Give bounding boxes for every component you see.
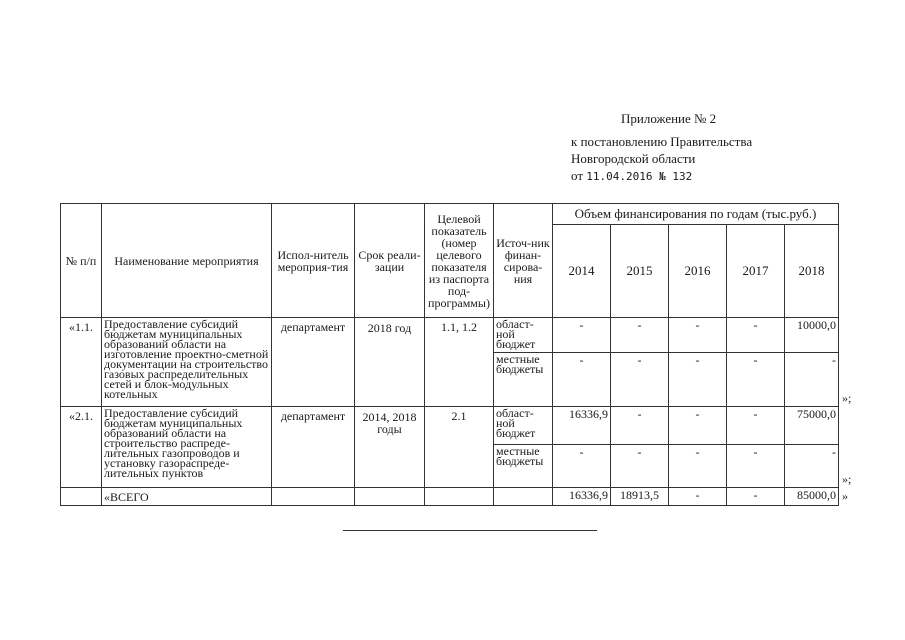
year-header: 2016 [669, 225, 727, 318]
indicator: 2.1 [425, 407, 494, 488]
total-label: «ВСЕГО [102, 488, 272, 506]
total-value: 85000,0 [785, 488, 839, 506]
value-cell: - [727, 353, 785, 407]
term: 2018 год [355, 318, 425, 407]
value-cell: 10000,0 [785, 318, 839, 353]
event-name: Предоставление субсидий бюджетам муниципальных образований области на строительство распреде-лительных газопроводов и установку газораспреде-лительных пунктов [102, 407, 272, 488]
footer-divider [343, 530, 597, 531]
value-cell: 16336,9 [553, 407, 611, 445]
total-value: - [669, 488, 727, 506]
col-header-term: Срок реали-зации [355, 204, 425, 318]
row-number: «1.1. [61, 318, 102, 407]
value-cell: - [553, 353, 611, 407]
value-cell: - [727, 445, 785, 488]
value-cell: - [785, 445, 839, 488]
col-header-executor: Испол-нитель мероприя-тия [272, 204, 355, 318]
source-regional: област-ной бюджет [494, 407, 553, 445]
executor: департамент [272, 318, 355, 407]
col-header-funding: Объем финансирования по годам (тыс.руб.) [553, 204, 839, 225]
total-value: 16336,9 [553, 488, 611, 506]
funding-table [60, 203, 869, 506]
appendix-title: Приложение № 2 [621, 111, 717, 126]
value-cell: - [553, 318, 611, 353]
source-local: местные бюджеты [494, 445, 553, 488]
year-header: 2017 [727, 225, 785, 318]
date-prefix: от [571, 168, 584, 183]
value-cell: - [727, 318, 785, 353]
col-header-name: Наименование мероприятия [102, 204, 272, 318]
value-cell: - [669, 445, 727, 488]
value-cell: - [611, 407, 669, 445]
total-value: - [727, 488, 785, 506]
date-line [571, 167, 752, 185]
total-value: 18913,5 [611, 488, 669, 506]
term: 2014, 2018 годы [355, 407, 425, 488]
date-value: 11.04.2016 № 132 [586, 170, 693, 183]
year-header: 2015 [611, 225, 669, 318]
resolution-line: к постановлению Правительства [571, 134, 753, 149]
total-tail: » [842, 489, 848, 503]
value-cell: - [785, 353, 839, 407]
indicator: 1.1, 1.2 [425, 318, 494, 407]
row-number: «2.1. [61, 407, 102, 488]
executor: департамент [272, 407, 355, 488]
value-cell: 75000,0 [785, 407, 839, 445]
col-header-indicator: Целевой показатель (номер целевого показателя из паспорта под-программы) [425, 204, 494, 318]
source-local: местные бюджеты [494, 353, 553, 407]
region-line: Новгородской области [571, 151, 696, 166]
value-cell: - [727, 407, 785, 445]
value-cell: - [669, 407, 727, 445]
col-header-source: Источ-ник финан-сирова-ния [494, 204, 553, 318]
col-header-num: № п/п [61, 204, 102, 318]
document-header [571, 110, 752, 185]
source-regional: област-ной бюджет [494, 318, 553, 353]
event-name: Предоставление субсидий бюджетам муниципальных образований области на изготовление проектно-сметной документации на строительство газовых распределительных сетей и блок-модульных котельных [102, 318, 272, 407]
value-cell: - [669, 353, 727, 407]
value-cell: - [669, 318, 727, 353]
value-cell: - [611, 318, 669, 353]
row-tail: »; [842, 390, 852, 405]
row-tail: »; [842, 471, 852, 486]
value-cell: - [611, 353, 669, 407]
value-cell: - [611, 445, 669, 488]
year-header: 2018 [785, 225, 839, 318]
year-header: 2014 [553, 225, 611, 318]
value-cell: - [553, 445, 611, 488]
